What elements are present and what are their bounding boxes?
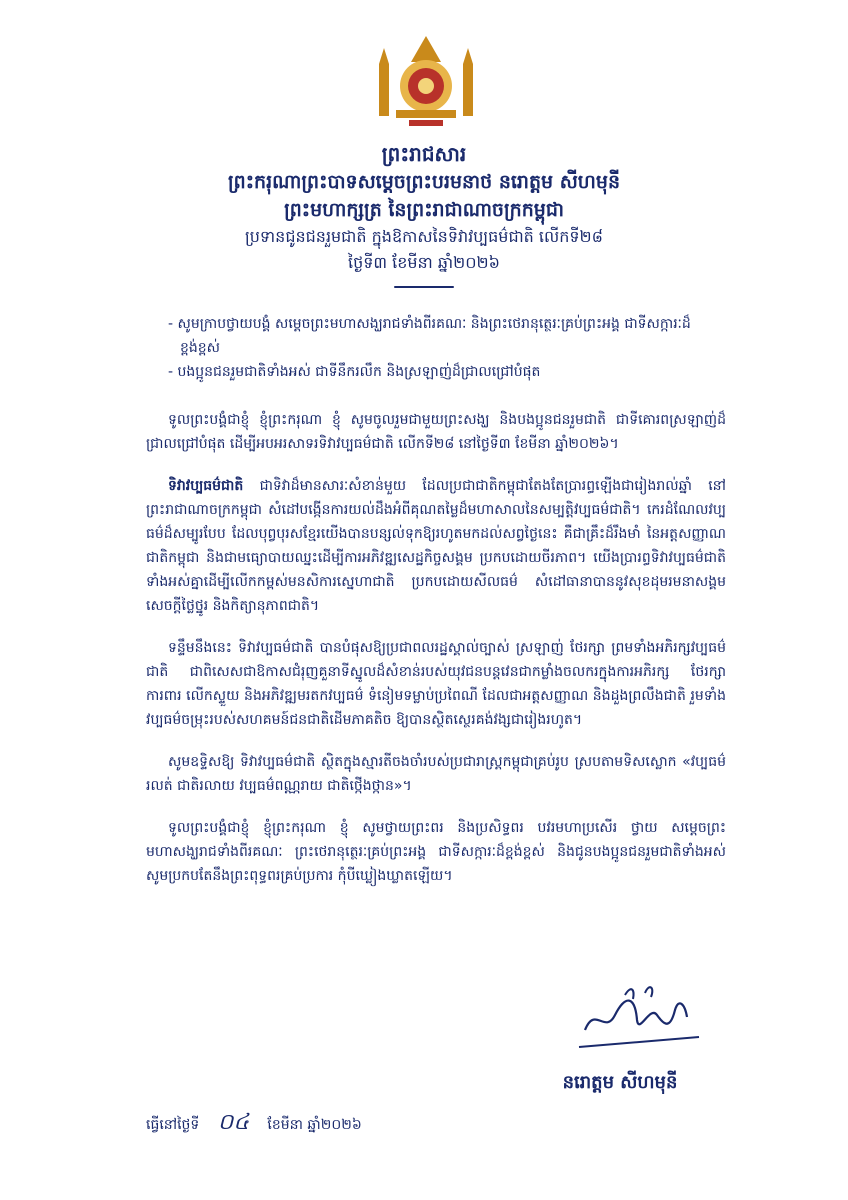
salutation-compatriots: - បងប្អូនជនរួមជាតិទាំងអស់ ជាទីនឹករលឹក និងស្រឡាញ់ដ៏ជ្រាលជ្រៅបំផុត [168, 364, 541, 380]
dateline [146, 1108, 362, 1140]
paragraph-5: ទូលព្រះបង្គំជាខ្ញុំ ខ្ញុំព្រះករុណា ខ្ញុំ សូមថ្វាយព្រះពរ និងប្រសិទ្ធពរ បវរមហាប្រសើរ ថ្វាយ សម្តេចព្រះមហាសង្ឃរាជទាំងពីរគណៈ ព្រះថេរានុត្ថេរៈគ្រប់ព្រះអង្គ ជាទីសក្ការៈដ៏ខ្ពង់ខ្ពស់ និងជូនបងប្អូនជនរួមជាតិទាំងអស់ សូមប្រកបតែនឹងព្រះពុទ្ធពរគ្រប់ប្រការ កុំបីឃ្លៀងឃ្លាតឡើយ។ [146, 820, 726, 884]
letter-header [0, 140, 848, 288]
royal-coat-of-arms-icon [371, 34, 481, 134]
letter-body [146, 408, 726, 906]
header-divider [394, 286, 454, 288]
dateline-suffix: ខែមីនា ឆ្នាំ២០២៦ [267, 1117, 362, 1133]
occasion-line: ប្រទានជូនជនរួមជាតិ ក្នុងឱកាសនៃទិវាវប្បធម៌ជាតិ លើកទី២៨ [245, 227, 603, 246]
paragraph-4: សូមឧទ្ទិសឱ្យ ទិវាវប្បធម៌ជាតិ ស្ថិតក្នុងស្មារតីចងចាំរបស់ប្រជារាស្ត្រកម្ពុជាគ្រប់រូប ស្របតាមទិសស្លោក «វប្បធម៌រលត់ ជាតិរលាយ វប្បធម៌ពណ្ណរាយ ជាតិថ្កើងថ្កាន»។ [146, 754, 726, 794]
paragraph-3: ទន្ទឹមនឹងនេះ ទិវាវប្បធម៌ជាតិ បានបំផុសឱ្យប្រជាពលរដ្ឋស្គាល់ច្បាស់ ស្រឡាញ់ ថែរក្សា ព្រមទាំងអភិរក្សវប្បធម៌ជាតិ ជាពិសេសជាឱកាសជំរុញគួនាទីស្នូលដ៏សំខាន់របស់យុវជនបន្តវេនជាកម្លាំងចលករក្នុងការអភិរក្ស ថែរក្សា ការពារ លើកស្ទួយ និងអភិវឌ្ឍមរតកវប្បធម៌ ទំនៀមទម្លាប់ប្រពៃណី ដែលជាអត្តសញ្ញាណ និងដួងព្រលឹងជាតិ រួមទាំងវប្បធម៌ចម្រុះរបស់សហគមន៍ជនជាតិដើមភាគតិច ឱ្យបានស្ថិតស្ថេរគង់វង្សជារៀងរហូត។ [146, 640, 726, 728]
handwritten-signature [575, 975, 705, 1055]
signer-name: នរោត្តម សីហមុនី [562, 1072, 678, 1093]
letter-title: ព្រះរាជសារ [381, 142, 467, 166]
salutation-list [168, 312, 728, 384]
paragraph-2-text: ជាទិវាដ៏មានសារៈសំខាន់មួយ ដែលប្រជាជាតិកម្ពុជាតែងតែប្រារព្ធឡើងជារៀងរាល់ឆ្នាំ នៅព្រះរាជាណាចក្រកម្ពុជា សំដៅបង្កើនការយល់ដឹងអំពីគុណតម្លៃដ៏មហាសាលនៃសម្បត្តិវប្បធម៌ជាតិ។ កេរដំណែលវប្បធម៌ដ៏សម្បូរបែប ដែលបុព្វបុរសខ្មែរយើងបានបន្សល់ទុកឱ្យរហូតមកដល់សព្វថ្ងៃនេះ គឺជាគ្រឹះដ៏រឹងមាំ នៃអត្តសញ្ញាណជាតិកម្ពុជា និងជាមធ្យោបាយឈ្នះដើម្បីការអភិវឌ្ឍសេដ្ឋកិច្ចសង្គម ប្រកបដោយចីរភាព។ យើងប្រារព្ធទិវាវប្បធម៌ជាតិទាំងអស់គ្នាដើម្បីលើកកម្ពស់មនសិការស្នេហាជាតិ ប្រកបដោយសីលធម៌ សំដៅធានាបាននូវសុខដុមរមនាសង្គម សេចក្តីថ្លៃថ្នូរ និងកិត្យានុភាពជាតិ។ [146, 478, 726, 614]
dateline-day: ០៤ [217, 1110, 249, 1135]
salutation-monks: - សូមក្រាបថ្វាយបង្គំ សម្តេចព្រះមហាសង្ឃរាជទាំងពីរគណៈ និងព្រះថេរានុត្ថេរៈគ្រប់ព្រះអង្គ ជាទីសក្ការៈដ៏ខ្ពង់ខ្ពស់ [168, 316, 691, 356]
king-title-line: ព្រះករុណាព្រះបាទសម្តេចព្រះបរមនាថ នរោត្តម សីហមុនី [227, 171, 621, 193]
kingdom-line: ព្រះមហាក្សត្រ នៃព្រះរាជាណាចក្រកម្ពុជា [284, 199, 564, 221]
paragraph-2-lead: ទិវាវប្បធម៌ជាតិ [168, 478, 244, 494]
paragraph-1: ទូលព្រះបង្គំជាខ្ញុំ ខ្ញុំព្រះករុណា ខ្ញុំ សូមចូលរួមជាមួយព្រះសង្ឃ និងបងប្អូនជនរួមជាតិ ជាទីគោរពស្រឡាញ់ដ៏ជ្រាលជ្រៅបំផុត ដើម្បីអបអរសាទរទិវាវប្បធម៌ជាតិ លើកទី២៨ នៅថ្ងៃទី៣ ខែមីនា ឆ្នាំ២០២៦។ [146, 412, 726, 452]
dateline-prefix: ធ្វើនៅថ្ងៃទី [146, 1117, 200, 1133]
date-line: ថ្ងៃទី៣ ខែមីនា ឆ្នាំ២០២៦ [348, 253, 500, 272]
paragraph-2 [146, 474, 726, 618]
